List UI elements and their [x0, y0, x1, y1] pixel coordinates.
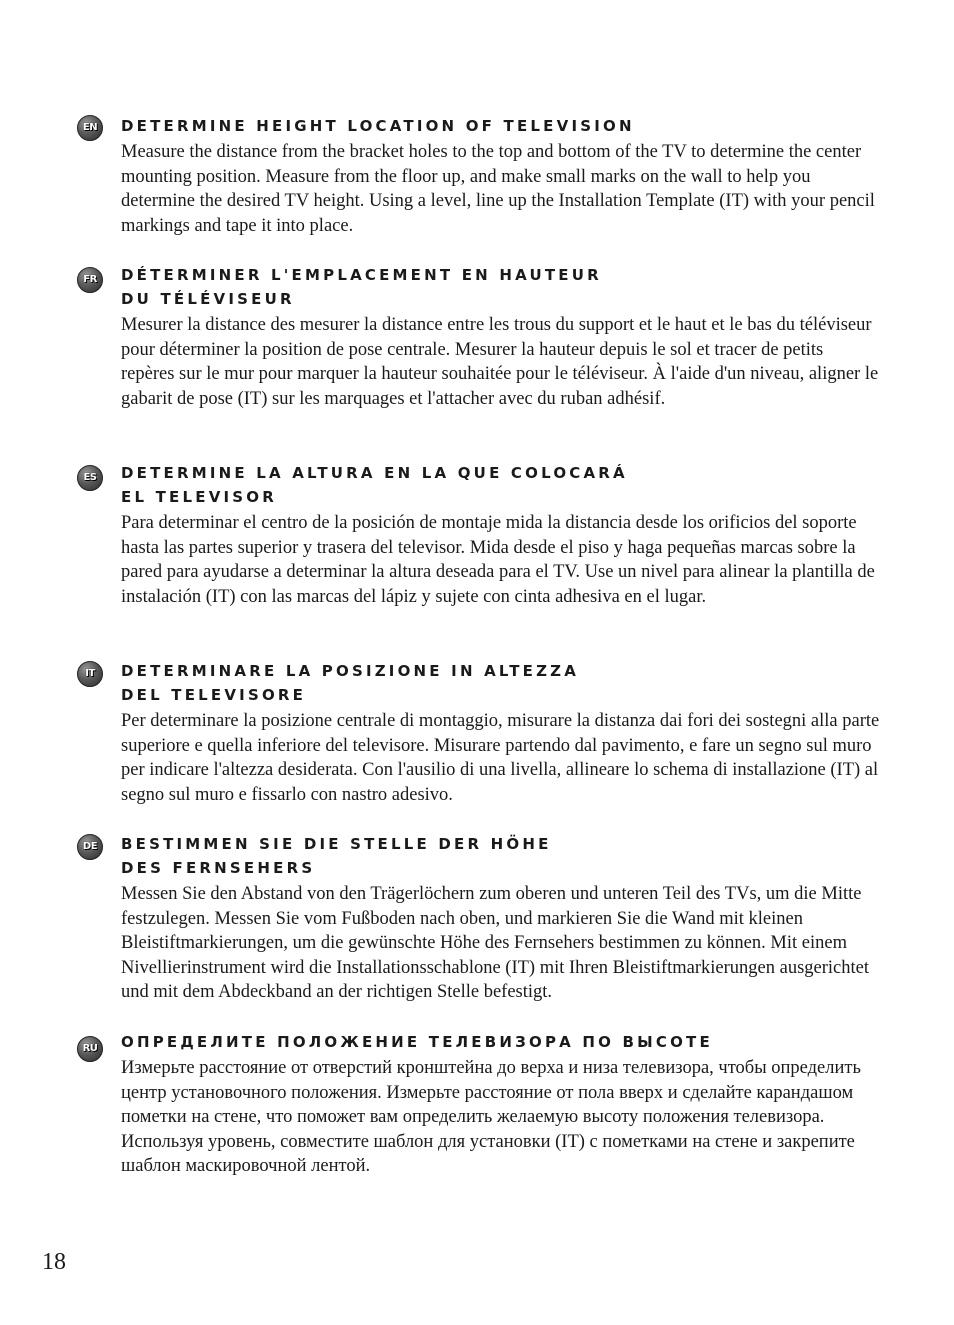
section-heading: [121, 461, 881, 509]
heading-line: DETERMINE LA ALTURA EN LA QUE COLOCARÁ: [121, 464, 628, 482]
section-heading: [121, 263, 881, 311]
section-body: Per determinare la posizione centrale di montaggio, misurare la distanza dai fori dei sostegni alla parte superiore e quella inferiore del televisore. Misurare partendo dal pavimento, e fare un segno sul muro per indicare l'altezza desiderata. Con l'ausilio di una livella, allineare lo schema di installazione (IT) al segno sul muro e fissarlo con nastro adesivo.: [121, 711, 880, 805]
section-body: Messen Sie den Abstand von den Trägerlöchern zum oberen und unteren Teil des TVs, um die Mitte festzulegen. Messen Sie vom Fußboden nach oben, und markieren Sie die Wand mit kleinen Bleistiftmarkierungen, um die gewünschte Höhe des Fernsehers bestimmen zu können. Mit einem Nivellierinstrument wird die Installationsschablone (IT) mit Ihren Bleistiftmarkierungen ausgerichtet und mit dem Abdeckband an der richtigen Stelle befestigt.: [121, 884, 870, 1003]
heading-line: DÉTERMINER L'EMPLACEMENT EN HAUTEUR: [121, 266, 602, 284]
section-body: Измерьте расстояние от отверстий кронштейна до верха и низа телевизора, чтобы определить центр установочного положения. Измерьте расстояние от пола вверх и сделайте карандашом пометки на стене, что поможет вам определить желаемую высоту положения телевизора. Используя уровень, совместите шаблон для установки (IT) с пометками на стене и закрепите шаблон маскировочной лентой.: [121, 1058, 861, 1177]
section-heading: [121, 1030, 881, 1054]
heading-line: ОПРЕДЕЛИТЕ ПОЛОЖЕНИЕ ТЕЛЕВИЗОРА ПО ВЫСОТЕ: [121, 1033, 713, 1051]
section-body: Measure the distance from the bracket holes to the top and bottom of the TV to determine the center mounting position. Measure from the floor up, and make small marks on the wall to help you determine the desired TV height. Using a level, line up the Installation Template (IT) with your pencil markings and tape it into place.: [121, 142, 875, 236]
language-badge-it-icon: IT: [77, 661, 103, 687]
section-body: Para determinar el centro de la posición de montaje mida la distancia desde los orificios del soporte hasta las partes superior y trasera del televisor. Mida desde el piso y haga pequeñas marcas sobre la pared para ayudarse a determinar la altura deseada para el TV. Use un nivel para alinear la plantilla de instalación (IT) con las marcas del lápiz y sujete con cinta adhesiva en el lugar.: [121, 513, 875, 607]
section-body: Mesurer la distance des mesurer la distance entre les trous du support et le haut et le bas du téléviseur pour déterminer la position de pose centrale. Mesurer la hauteur depuis le sol et tracer de petits repères sur le mur pour marquer la hauteur souhaitée pour le téléviseur. À l'aide d'un niveau, aligner le gabarit de pose (IT) sur les marquages et l'attacher avec du ruban adhésif.: [121, 315, 879, 409]
language-badge-en-icon: EN: [77, 115, 103, 141]
language-badge-ru-icon: RU: [77, 1036, 103, 1062]
heading-line: EL TELEVISOR: [121, 488, 278, 506]
heading-line: DETERMINE HEIGHT LOCATION OF TELEVISION: [121, 117, 635, 135]
heading-line: DEL TELEVISORE: [121, 686, 307, 704]
heading-line: DU TÉLÉVISEUR: [121, 290, 295, 308]
heading-line: DETERMINARE LA POSIZIONE IN ALTEZZA: [121, 662, 580, 680]
section-heading: [121, 832, 881, 880]
language-badge-es-icon: ES: [77, 465, 103, 491]
heading-line: DES FERNSEHERS: [121, 859, 316, 877]
language-badge-fr-icon: FR: [77, 267, 103, 293]
heading-line: BESTIMMEN SIE DIE STELLE DER HÖHE: [121, 835, 552, 853]
section-heading: [121, 114, 881, 138]
page-number: 18: [42, 1249, 66, 1275]
language-badge-de-icon: DE: [77, 834, 103, 860]
section-heading: [121, 659, 881, 707]
